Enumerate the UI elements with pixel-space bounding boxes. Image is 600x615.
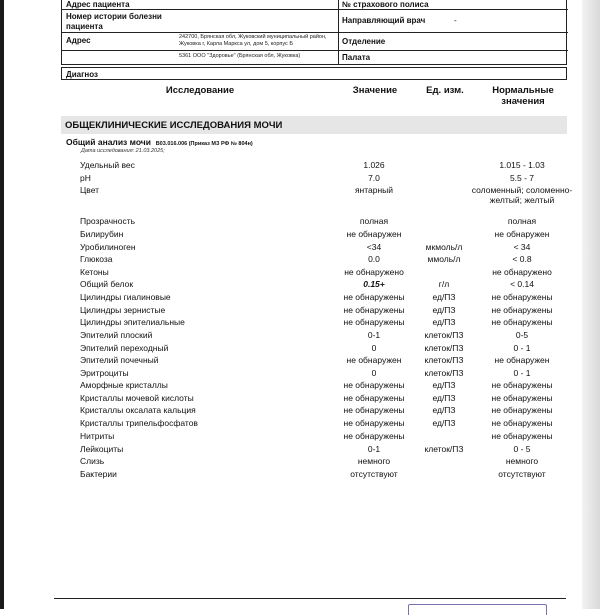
- analysis-date: Дата исследования: 21.03.2025;: [81, 148, 165, 154]
- result-value: 1.026: [363, 160, 385, 170]
- result-name: Кетоны: [80, 267, 109, 277]
- ward-label: Палата: [342, 53, 371, 62]
- patient-address-label: Адрес пациента: [66, 0, 130, 9]
- address-label: Адрес: [66, 36, 91, 45]
- result-value: не обнаружены: [343, 292, 405, 302]
- history-label: Номер истории болезни пациента: [66, 12, 162, 31]
- section-header: [61, 116, 567, 134]
- result-name: Кристаллы трипельфосфатов: [80, 418, 198, 428]
- result-unit: ед/ПЗ: [432, 418, 456, 428]
- result-name: Эпителий почечный: [80, 355, 159, 365]
- result-value: не обнаружен: [346, 355, 402, 365]
- result-name: Билирубин: [80, 229, 124, 239]
- table-row: [0, 173, 600, 185]
- table-row: [0, 368, 600, 380]
- result-unit: ед/ПЗ: [432, 405, 456, 415]
- result-name: Прозрачность: [80, 216, 136, 226]
- result-value: не обнаружено: [344, 267, 404, 277]
- result-unit: ед/ПЗ: [432, 393, 456, 403]
- result-name: Уробилиноген: [80, 242, 136, 252]
- result-name: pH: [80, 173, 91, 183]
- result-name: Эпителий переходный: [80, 343, 169, 353]
- result-unit: г/л: [438, 279, 450, 289]
- table-row: [0, 254, 600, 266]
- result-value: 0-1: [367, 444, 381, 454]
- result-normal: не обнаружены: [491, 431, 553, 441]
- result-normal: < 0.14: [510, 279, 534, 289]
- result-name: Цилиндры гиалиновые: [80, 292, 171, 302]
- result-name: Бактерии: [80, 469, 117, 479]
- result-value: 0-1: [367, 330, 381, 340]
- result-name: Цвет: [80, 185, 100, 195]
- address-value: 242700, Брянская обл, Жуковский муниципальный район, Жуковка г, Карла Маркса ул, дом 5, корпус Б: [179, 34, 327, 47]
- table-row: [0, 393, 600, 405]
- analysis-code: B03.016.006 (Приказ МЗ РФ № 804н): [155, 141, 253, 147]
- column-normal: Нормальные значения: [492, 85, 554, 107]
- result-unit: ед/ПЗ: [432, 305, 456, 315]
- result-unit: ммоль/л: [427, 254, 461, 264]
- result-value: не обнаружены: [343, 431, 405, 441]
- result-unit: клеток/ПЗ: [424, 355, 464, 365]
- table-row: [0, 380, 600, 392]
- table-row: [0, 355, 600, 367]
- result-name: Нитриты: [80, 431, 115, 441]
- table-row: [0, 185, 600, 205]
- result-value: немного: [357, 456, 391, 466]
- table-row: [0, 292, 600, 304]
- result-value: янтарный: [354, 185, 394, 195]
- result-normal: не обнаружены: [491, 405, 553, 415]
- result-value: полная: [359, 216, 389, 226]
- result-normal: немного: [505, 456, 539, 466]
- result-name: Цилиндры эпителиальные: [80, 317, 185, 327]
- table-row: [0, 216, 600, 228]
- table-row: [0, 343, 600, 355]
- result-unit: ед/ПЗ: [432, 380, 456, 390]
- result-unit: клеток/ПЗ: [424, 330, 464, 340]
- result-unit: ед/ПЗ: [432, 292, 456, 302]
- result-normal: не обнаружено: [492, 267, 552, 277]
- result-normal: 0 - 1: [513, 368, 531, 378]
- result-normal: не обнаружены: [491, 305, 553, 315]
- result-normal: не обнаружены: [491, 292, 553, 302]
- result-value: 0.15+: [363, 279, 385, 289]
- diagnosis-box: [61, 67, 567, 80]
- result-normal: не обнаружен: [494, 229, 550, 239]
- policy-label: № страхового полиса: [342, 0, 429, 9]
- result-normal: не обнаружены: [491, 380, 553, 390]
- table-row: [0, 330, 600, 342]
- result-value: не обнаружены: [343, 305, 405, 315]
- result-name: Слизь: [80, 456, 105, 466]
- table-row: [0, 431, 600, 443]
- result-value: <34: [366, 242, 382, 252]
- section-title: ОБЩЕКЛИНИЧЕСКИЕ ИССЛЕДОВАНИЯ МОЧИ: [65, 120, 283, 131]
- result-name: Цилиндры зернистые: [80, 305, 166, 315]
- result-normal: не обнаружены: [491, 418, 553, 428]
- result-name: Кристаллы мочевой кислоты: [80, 393, 194, 403]
- result-normal: не обнаружен: [494, 355, 550, 365]
- table-row: [0, 279, 600, 291]
- result-normal: 0-5: [515, 330, 529, 340]
- result-normal: соломенный; соломенно-желтый; желтый: [471, 185, 573, 205]
- column-value: Значение: [352, 85, 398, 96]
- table-row: [0, 229, 600, 241]
- result-value: не обнаружены: [343, 418, 405, 428]
- column-study: Исследование: [165, 85, 235, 96]
- result-normal: < 0.8: [512, 254, 532, 264]
- table-row: [0, 160, 600, 172]
- analysis-title: [66, 137, 253, 147]
- result-normal: не обнаружены: [491, 317, 553, 327]
- result-unit: ед/ПЗ: [432, 317, 456, 327]
- department-label: Отделение: [342, 37, 386, 46]
- table-row: [0, 405, 600, 417]
- clinic-value: 5361 ООО "Здоровье" (Брянская обл, Жуковка): [179, 53, 301, 59]
- result-normal: не обнаружены: [491, 393, 553, 403]
- patient-header-table: [61, 0, 567, 65]
- analysis-name: Общий анализ мочи: [66, 137, 151, 147]
- stamp-box: [408, 604, 547, 615]
- table-row: [0, 242, 600, 254]
- diagnosis-label: Диагноз: [66, 69, 98, 79]
- result-unit: клеток/ПЗ: [424, 343, 464, 353]
- table-row: [0, 444, 600, 456]
- result-normal: полная: [507, 216, 537, 226]
- result-value: отсутствуют: [350, 469, 398, 479]
- result-normal: 0 - 5: [513, 444, 531, 454]
- column-unit: Ед. изм.: [426, 85, 464, 96]
- result-normal: < 34: [513, 242, 531, 252]
- result-unit: клеток/ПЗ: [424, 444, 464, 454]
- result-value: 0: [371, 343, 377, 353]
- result-name: Эпителий плоский: [80, 330, 153, 340]
- table-row: [0, 305, 600, 317]
- table-row: [0, 469, 600, 481]
- result-normal: 0 - 1: [513, 343, 531, 353]
- doctor-value: -: [454, 16, 457, 25]
- result-unit: клеток/ПЗ: [424, 368, 464, 378]
- doctor-label: Направляющий врач: [342, 16, 426, 25]
- result-value: не обнаружены: [343, 380, 405, 390]
- result-value: не обнаружены: [343, 405, 405, 415]
- table-row: [0, 456, 600, 468]
- result-name: Общий белок: [80, 279, 134, 289]
- result-name: Эритроциты: [80, 368, 129, 378]
- result-value: 0: [371, 368, 377, 378]
- footer-line: [54, 598, 566, 599]
- result-name: Глюкоза: [80, 254, 113, 264]
- result-name: Аморфные кристаллы: [80, 380, 168, 390]
- result-value: не обнаружены: [343, 393, 405, 403]
- result-normal: 1.015 - 1.03: [499, 160, 545, 170]
- result-unit: мкмоль/л: [425, 242, 463, 252]
- table-row: [0, 317, 600, 329]
- result-normal: отсутствуют: [498, 469, 546, 479]
- table-row: [0, 267, 600, 279]
- result-normal: 5.5 - 7: [509, 173, 535, 183]
- result-name: Удельный вес: [80, 160, 135, 170]
- result-value: 7.0: [368, 173, 380, 183]
- result-name: Лейкоциты: [80, 444, 124, 454]
- result-name: Кристаллы оксалата кальция: [80, 405, 196, 415]
- result-value: 0.0: [368, 254, 380, 264]
- result-value: не обнаружены: [343, 317, 405, 327]
- table-row: [0, 418, 600, 430]
- result-value: не обнаружен: [346, 229, 402, 239]
